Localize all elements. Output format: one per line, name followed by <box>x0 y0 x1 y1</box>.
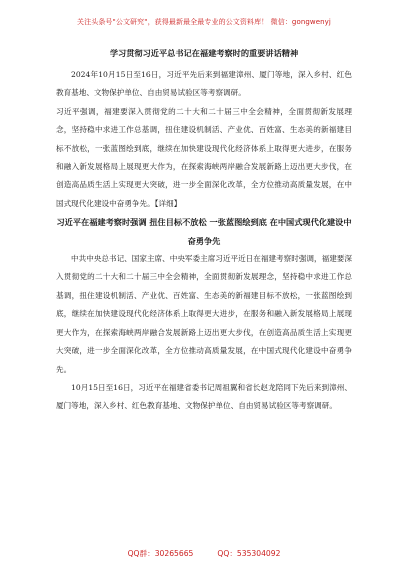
promo-banner: 关注头条号"公文研究"，获得最新最全最专业的公文资料库！ 微信：gongwenyj <box>77 18 331 26</box>
qq-group-number: QQ群：30265665 <box>127 549 194 558</box>
contact-footer <box>0 548 408 559</box>
paragraph-3: 中共中央总书记、国家主席、中央军委主席习近平近日在福建考察时强调，福建要深入贯彻党的二十大和二十届三中全会精神，全面贯彻新发展理念，坚持稳中求进工作总基调，扭住建设机制活、产业优、百姓富、生态美的新福建目标不放松，一张蓝图绘到底，继续在加快建设现代化经济体系上取得更大进步，在服务和融入新发展格局上展现更大作为，在探索海峡两岸融合发展新路上迈出更大步伐，在创造高品质生活上实现更大突破，进一步全面深化改革，全方位推动高质量发展，在中国式现代化建设中奋勇争先。 <box>56 254 352 374</box>
qq-number: QQ：535304092 <box>217 549 281 558</box>
paragraph-4: 10月15日至16日，习近平在福建省委书记周祖翼和省长赵龙陪同下先后来到漳州、厦门等地，深入乡村、红色教育基地、文物保护单位、自由贸易试验区等考察调研。 <box>56 382 352 411</box>
detail-link[interactable]: 【详细】 <box>154 198 182 208</box>
paragraph-2-text: 习近平强调，福建要深入贯彻党的二十大和二十届三中全会精神，全面贯彻新发展理念，坚持稳中求进工作总基调，扭住建设机制活、产业优、百姓富、生态美的新福建目标不放松，一张蓝图绘到底，继续在加快建设现代化经济体系上取得更大进步，在服务和融入新发展格局上展现更大作为，在探索海峡两岸融合发展新路上迈出更大步伐，在创造高品质生活上实现更大突破，进一步全面深化改革，全方位推动高质量发展，在中国式现代化建设中奋勇争先。 <box>56 106 352 208</box>
paragraph-1: 2024年10月15日至16日，习近平先后来到福建漳州、厦门等地，深入乡村、红色教育基地、文物保护单位、自由贸易试验区等考察调研。 <box>56 70 352 98</box>
article-body <box>56 46 352 416</box>
article-subtitle: 习近平在福建考察时强调 扭住目标不放松 一张蓝图绘到底 在中国式现代化建设中奋勇争先 <box>56 217 352 246</box>
paragraph-2 <box>56 103 352 213</box>
article-title: 学习贯彻习近平总书记在福建考察时的重要讲话精神 <box>109 48 299 58</box>
